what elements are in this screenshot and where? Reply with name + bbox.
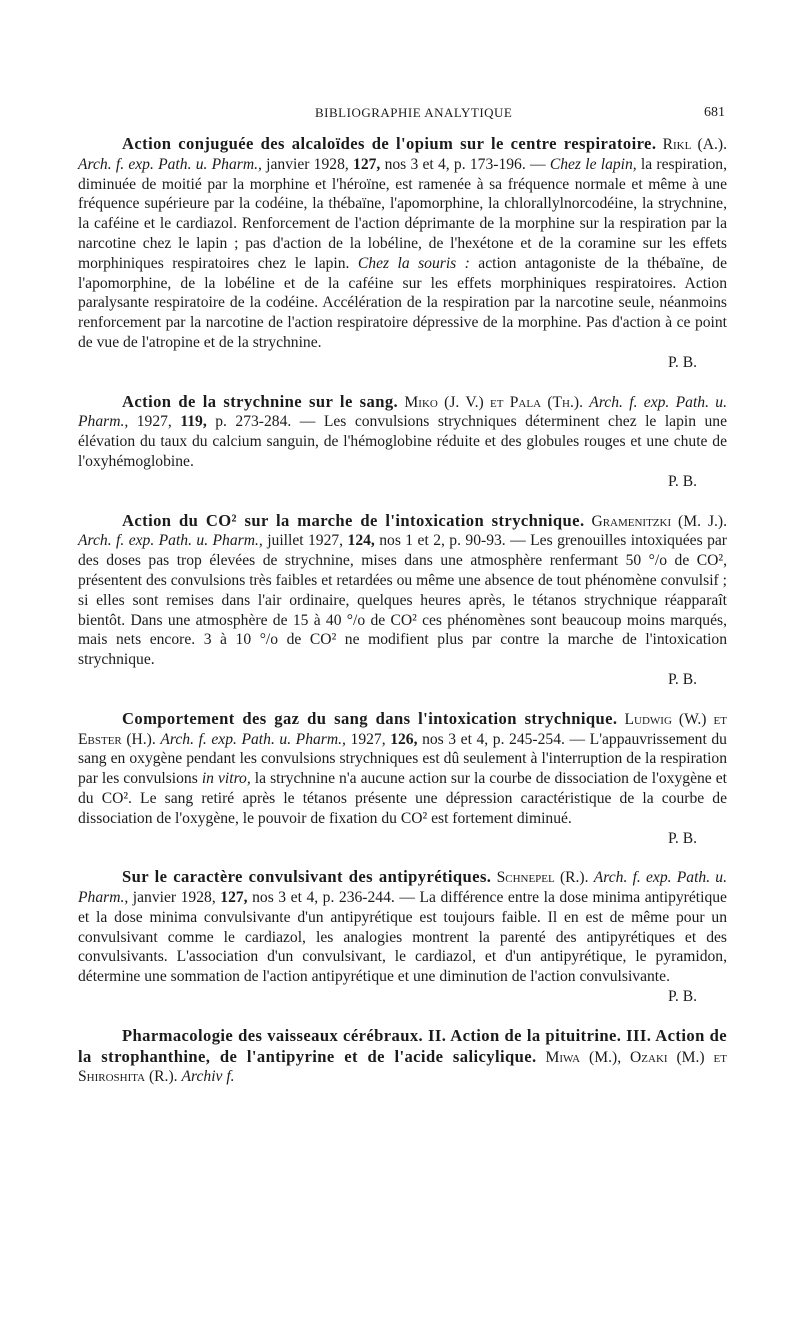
entry-pages: nos 3 et 4, p. 236-244. — [252, 889, 415, 907]
bibliography-entry [78, 511, 727, 690]
entry-pages: nos 3 et 4, p. 245-254. — [422, 730, 586, 748]
entry-title: Pharmacologie des vaisseaux cérébraux. II. Action de la pituitrine. III. Action de la strophanthine, de l'antipyrine et de l'acide salicylique. [78, 1025, 727, 1066]
entry-paragraph [78, 1026, 727, 1087]
bibliography-entry [78, 392, 727, 492]
entry-signature: P. B. [667, 988, 697, 1006]
entry-date: 1927, [350, 730, 386, 748]
entry-body: action antagoniste de la thébaïne, de l'apomorphine, de la lobéline et de la caféine sur les effets morphiniques respiratoires. Action paralysante respiratoire de la codéine. Accélération de la respiration par la narcotine seule, néanmoins renforcement par la narcotine de l'action respiratoire dépressive de la morphine. Pas d'action à ce point de vue de l'atropine et de la strychnine. [78, 254, 727, 351]
entry-signature: P. B. [667, 353, 697, 371]
body-column [78, 134, 727, 1106]
page-number: 681 [704, 105, 725, 120]
entry-journal: Arch. f. exp. Path. u. Pharm., [78, 532, 263, 550]
entry-body-italic: Chez le lapin, [549, 155, 637, 173]
running-head [80, 105, 725, 125]
entry-paragraph [78, 867, 727, 987]
entry-journal: Arch. f. exp. Path. u. Pharm., [78, 155, 262, 173]
entry-authors: Miko (J. V.) et Pala (Th.). [404, 393, 583, 411]
entry-journal: Arch. f. exp. Path. u. Pharm., [78, 393, 727, 431]
entry-volume: 127, [353, 155, 381, 173]
entry-body-italic: in vitro, [201, 770, 251, 788]
entry-signature: P. B. [667, 829, 697, 847]
entry-title: Action de la strychnine sur le sang. [122, 391, 399, 411]
entry-date: janvier 1928, [132, 889, 216, 907]
entry-title: Action conjuguée des alcaloïdes de l'opium sur le centre respiratoire. [122, 134, 657, 153]
entry-date: 1927, [136, 413, 172, 431]
running-title: BIBLIOGRAPHIE ANALYTIQUE [315, 105, 513, 120]
entry-date: juillet 1927, [267, 532, 344, 550]
bibliography-entry [78, 709, 727, 849]
entry-body: la strychnine n'a aucune action sur la courbe de dissociation de l'oxygène et du CO². Le sang retiré après le tétanos présente une dépression caractéristique de la courbe de dissociation de l'oxygène, le pouvoir de fixation du CO² est fortement diminué. [78, 770, 727, 827]
entry-paragraph [78, 134, 727, 353]
entry-volume: 126, [390, 730, 418, 748]
entry-volume: 124, [347, 532, 375, 550]
entry-pages: nos 1 et 2, p. 90-93. — [379, 532, 526, 550]
entry-body-italic: Chez la souris : [357, 254, 470, 272]
entry-body: Les grenouilles intoxiquées par des doses pas trop élevées de strychnine, mises dans une atmosphère renfermant 50 °/o de CO², présentent des convulsions très faibles et retardées ou même une absence de tout phénomène convulsif ; si elles sont remises dans l'air ordinaire, quelques heures après, le tétanos strychnique réapparaît bientôt. Dans une atmosphère de 15 à 40 °/o de CO² ces phénomènes sont beaucoup moins marqués, mais nets encore. 3 à 10 °/o de CO² ne modifient plus par contre la marche de l'intoxication strychnique. [78, 532, 727, 669]
entry-signature: P. B. [667, 472, 697, 490]
entry-pages: p. 273-284. — [215, 413, 316, 431]
entry-journal: Arch. f. exp. Path. u. Pharm., [78, 869, 727, 907]
entry-title: Sur le caractère convulsivant des antipyrétiques. [122, 867, 492, 887]
entry-body: Les convulsions strychniques déterminent chez le lapin une élévation du taux du calcium sanguin, de l'hémoglobine réduite et des globules rouges et une chute de l'oxyhémoglobine. [78, 413, 727, 470]
entry-body: L'appauvrissement du sang en oxygène pendant les convulsions strychniques est dû seulement à l'interruption de la respiration par les convulsions [78, 730, 727, 788]
bibliography-entry [78, 1026, 727, 1087]
entry-authors: Ludwig (W.) et Ebster (H.). [78, 710, 727, 748]
entry-authors: Gramenitzki (M. J.). [591, 512, 727, 530]
entry-volume: 119, [180, 413, 207, 431]
entry-authors: Rikl (A.). [662, 136, 727, 153]
entry-title: Comportement des gaz du sang dans l'intoxication strychnique. [122, 708, 618, 728]
entry-title: Action du CO² sur la marche de l'intoxication strychnique. [122, 510, 585, 530]
entry-authors: Miwa (M.), Ozaki (M.) et Shiroshita (R.). [78, 1048, 727, 1086]
entry-paragraph [78, 709, 727, 829]
bibliography-entry [78, 134, 727, 373]
entry-journal: Arch. f. exp. Path. u. Pharm., [160, 730, 346, 748]
entry-date: janvier 1928, [266, 155, 349, 173]
entry-signature: P. B. [667, 670, 697, 688]
entry-journal: Archiv f. [181, 1068, 235, 1086]
entry-paragraph [78, 392, 727, 472]
entry-paragraph [78, 511, 727, 670]
entry-volume: 127, [220, 889, 248, 907]
entry-body: La différence entre la dose minima antipyrétique et la dose minima convulsivante d'un antipyrétique est toujours faible. Il en est de même pour un convulsivant comme le cardiazol, les analogies montrent la parenté des antipyrétiques et des convulsivants. L'association d'un convulsivant, le cardiazol, et d'un antipyrétique, le pyramidon, détermine une sommation de l'action antipyrétique et une diminution de l'action convulsivante. [78, 889, 727, 986]
entry-body: la respiration, diminuée de moitié par la morphine et l'héroïne, est ramenée à sa fréquence normale et même à une fréquence supérieure par la codéine, la thébaïne, l'apomorphine, la chlorallylnorcodéine, la strychnine, la caféine et le cardiazol. Renforcement de l'action déprimante de la morphine sur la respiration par la narcotine chez le lapin ; pas d'action de la lobéline, de l'hexétone et de la coramine sur les effets morphiniques respiratoires chez le lapin. [78, 155, 728, 272]
entry-pages: nos 3 et 4, p. 173-196. — [384, 155, 546, 173]
bibliography-entry [78, 867, 727, 1007]
entry-authors: Schnepel (R.). [496, 869, 589, 887]
